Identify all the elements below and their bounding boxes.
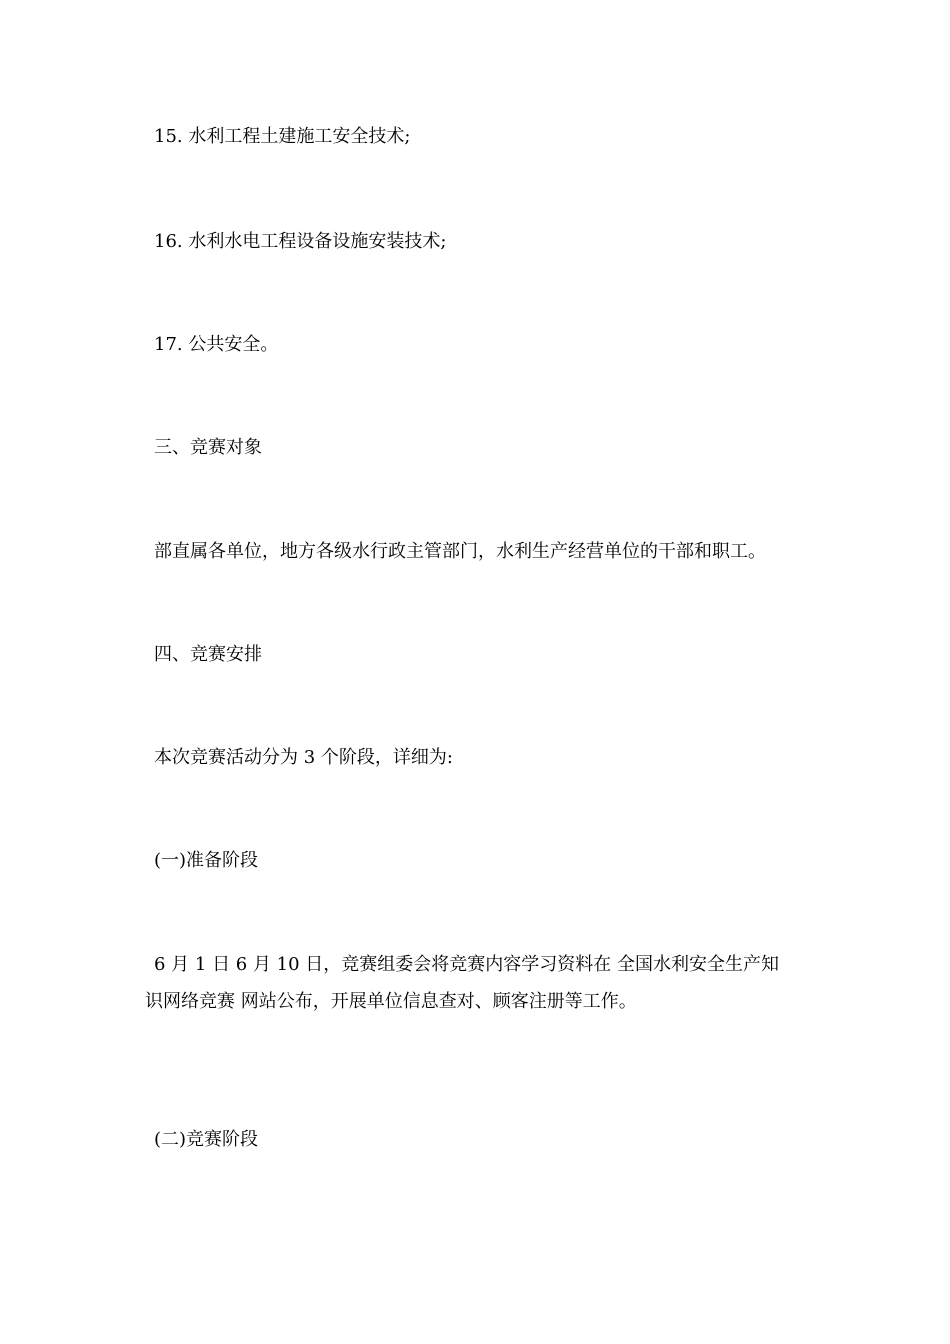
section-heading-arrangement: 四、竞赛安排 [154, 644, 262, 665]
preparation-paragraph-line2: 识网络竞赛 网站公布，开展单位信息查对、顾客注册等工作。 [145, 991, 637, 1012]
stage-heading-preparation: (一)准备阶段 [154, 850, 259, 871]
list-item-15: 15. 水利工程土建施工安全技术; [154, 126, 411, 147]
stage-heading-competition: (二)竞赛阶段 [154, 1129, 259, 1150]
arrangement-intro: 本次竞赛活动分为 3 个阶段，详细为: [154, 747, 453, 768]
participants-paragraph: 部直属各单位，地方各级水行政主管部门，水利生产经营单位的干部和职工。 [154, 541, 766, 562]
list-item-16: 16. 水利水电工程设备设施安装技术; [154, 231, 447, 252]
preparation-paragraph-line1: 6 月 1 日 6 月 10 日，竞赛组委会将竞赛内容学习资料在 全国水利安全生产知 [154, 954, 780, 975]
section-heading-participants: 三、竞赛对象 [154, 437, 262, 458]
list-item-17: 17. 公共安全。 [154, 334, 279, 355]
